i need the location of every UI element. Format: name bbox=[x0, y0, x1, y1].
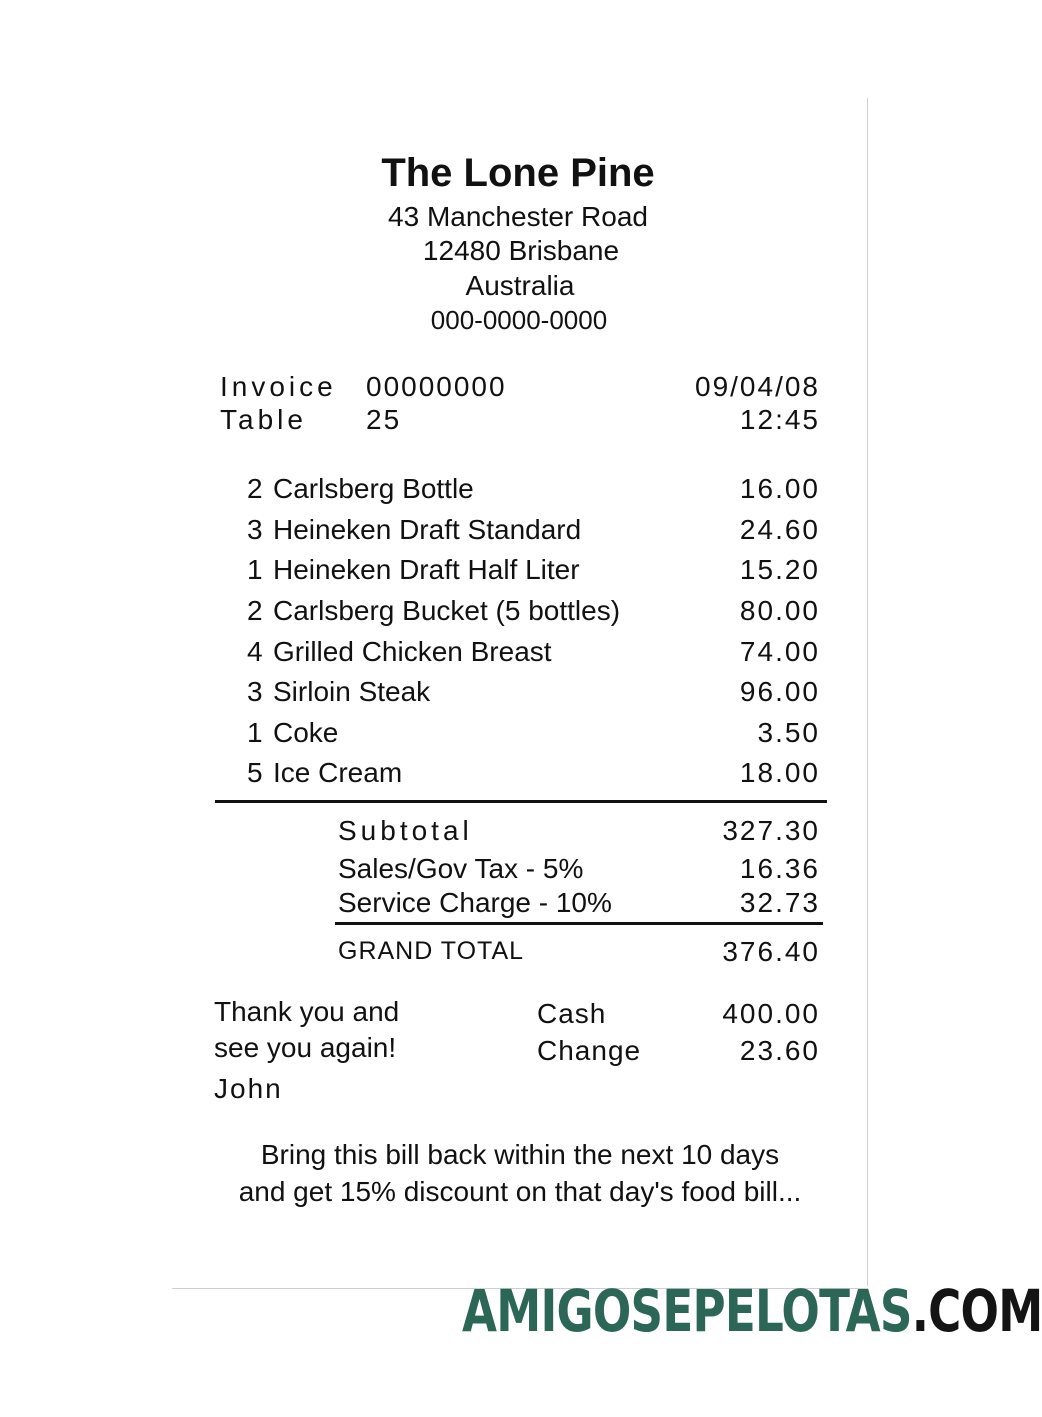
promo-line1: Bring this bill back within the next 10 days bbox=[260, 1139, 780, 1170]
item-name: Ice Cream bbox=[273, 757, 403, 788]
item-name: Heineken Draft Standard bbox=[273, 514, 582, 545]
item-qty: 2 bbox=[247, 595, 263, 626]
server-name: John bbox=[214, 1073, 283, 1104]
items-divider bbox=[215, 800, 827, 803]
item-name: Heineken Draft Half Liter bbox=[273, 554, 580, 585]
promo-line2: and get 15% discount on that day's food bill... bbox=[238, 1176, 802, 1207]
thanks-line2: see you again! bbox=[214, 1032, 397, 1063]
subtotal-value: 327.30 bbox=[722, 815, 820, 846]
grand-total-label: GRAND TOTAL bbox=[338, 937, 525, 965]
item-amount: 80.00 bbox=[739, 595, 820, 626]
store-phone: 000-0000-0000 bbox=[430, 305, 608, 335]
item-amount: 15.20 bbox=[739, 554, 820, 585]
store-address-line1: 43 Manchester Road bbox=[388, 201, 648, 232]
item-amount: 3.50 bbox=[757, 717, 820, 748]
item-qty: 3 bbox=[247, 676, 263, 707]
watermark-name: AMIGOSEPELOTAS bbox=[462, 1277, 912, 1345]
item-amount: 74.00 bbox=[739, 636, 820, 667]
item-qty: 4 bbox=[247, 636, 263, 667]
cash-label: Cash bbox=[537, 998, 607, 1029]
invoice-label: Invoice bbox=[220, 371, 337, 402]
item-name: Sirloin Steak bbox=[273, 676, 431, 707]
item-name: Carlsberg Bottle bbox=[273, 473, 474, 504]
table-number: 25 bbox=[366, 404, 402, 435]
item-name: Carlsberg Bucket (5 bottles) bbox=[273, 595, 621, 626]
item-qty: 5 bbox=[247, 757, 263, 788]
page-edge-vertical bbox=[867, 98, 868, 1286]
tax-value: 16.36 bbox=[739, 853, 820, 884]
tax-label: Sales/Gov Tax - 5% bbox=[338, 853, 584, 884]
item-qty: 2 bbox=[247, 473, 263, 504]
item-amount: 16.00 bbox=[739, 473, 820, 504]
item-name: Grilled Chicken Breast bbox=[273, 636, 552, 667]
totals-divider bbox=[335, 922, 823, 925]
item-qty: 1 bbox=[247, 554, 263, 585]
watermark-tld: .COM bbox=[911, 1277, 1042, 1345]
thanks-line1: Thank you and bbox=[214, 996, 400, 1027]
store-name: The Lone Pine bbox=[381, 151, 655, 195]
store-address-line2: 12480 Brisbane bbox=[422, 235, 620, 266]
store-country: Australia bbox=[465, 270, 575, 301]
item-amount: 18.00 bbox=[739, 757, 820, 788]
invoice-time: 12:45 bbox=[739, 404, 820, 435]
item-qty: 3 bbox=[247, 514, 263, 545]
item-name: Coke bbox=[273, 717, 339, 748]
cash-value: 400.00 bbox=[722, 998, 820, 1029]
grand-total-value: 376.40 bbox=[722, 936, 820, 967]
item-amount: 96.00 bbox=[739, 676, 820, 707]
watermark bbox=[462, 1277, 1042, 1345]
table-label: Table bbox=[220, 404, 307, 435]
service-charge-value: 32.73 bbox=[739, 887, 820, 918]
service-charge-label: Service Charge - 10% bbox=[338, 887, 612, 918]
change-label: Change bbox=[537, 1035, 642, 1066]
item-qty: 1 bbox=[247, 717, 263, 748]
invoice-number: 00000000 bbox=[366, 371, 507, 402]
item-amount: 24.60 bbox=[739, 514, 820, 545]
subtotal-label: Subtotal bbox=[338, 815, 473, 846]
change-value: 23.60 bbox=[739, 1035, 820, 1066]
invoice-date: 09/04/08 bbox=[695, 371, 820, 402]
